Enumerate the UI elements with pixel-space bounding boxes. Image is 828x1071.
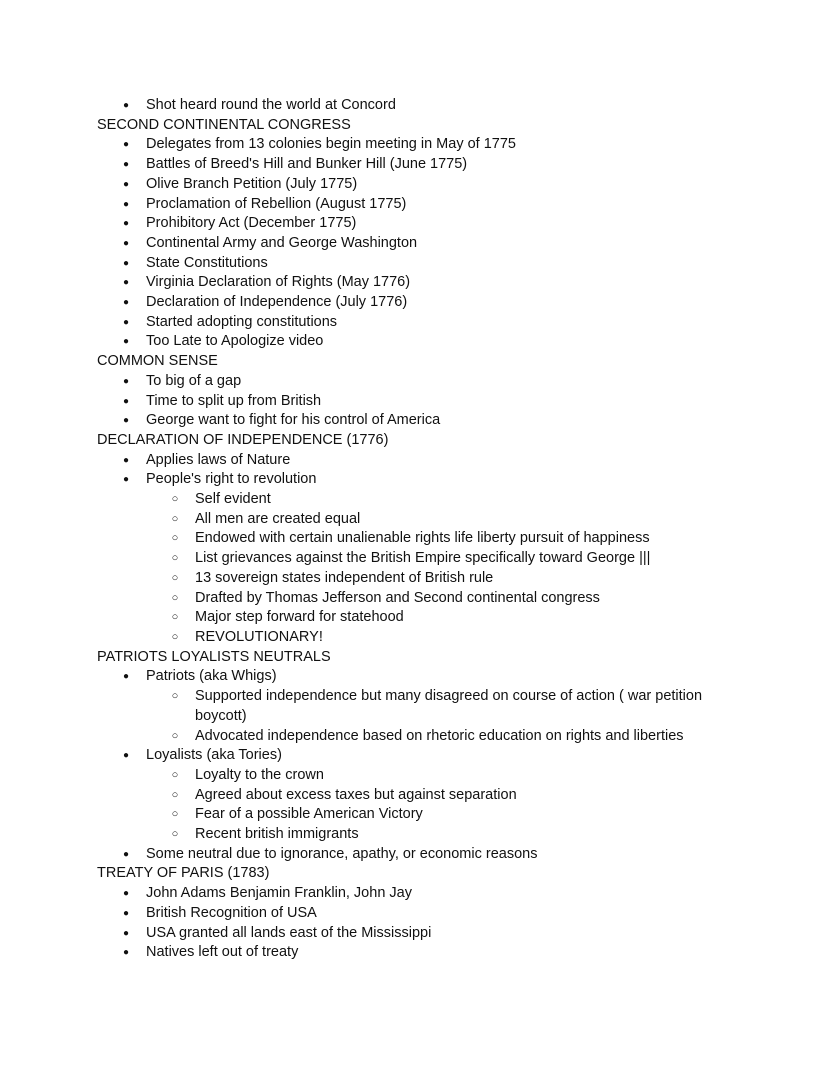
sub-list-item-text: REVOLUTIONARY! [195,628,323,645]
sub-list-item-text: Supported independence but many disagreed on course of action ( war petition boycott) [195,688,703,724]
sub-list-item [97,569,737,589]
list-item-text: Loyalists (aka Tories) [146,747,282,764]
list-item [97,372,737,392]
list-item-text: Continental Army and George Washington [146,234,418,251]
bullet-list [97,451,737,648]
list-item [97,924,737,944]
bullet-icon: ● [122,218,130,230]
bullet-icon: ● [122,927,130,939]
hollow-bullet-icon: ○ [171,532,179,545]
bullet-icon: ● [122,297,130,309]
sub-list-item-text: Endowed with certain unalienable rights life liberty pursuit of happiness [195,530,650,547]
list-item [97,234,737,254]
sub-list-item-text: Drafted by Thomas Jefferson and Second continental congress [195,589,600,606]
sub-list-item [97,628,737,648]
sub-list-item [97,727,737,747]
list-item [97,293,737,313]
hollow-bullet-icon: ○ [171,552,179,565]
hollow-bullet-icon: ○ [171,808,179,821]
sub-list-item [97,529,737,549]
section-heading: DECLARATION OF INDEPENDENCE (1776) [97,431,389,448]
list-item [97,667,737,687]
sub-list-item-text: Advocated independence based on rhetoric education on rights and liberties [195,727,684,744]
sub-list-item-text: Self evident [195,491,271,508]
bullet-icon: ● [122,395,130,407]
list-item [97,313,737,333]
list-item-text: Applies laws of Nature [146,451,291,468]
document-body [97,96,737,963]
hollow-bullet-icon: ○ [171,611,179,624]
list-item [97,904,737,924]
sub-list-item [97,805,737,825]
sub-list-item [97,687,737,726]
list-item [97,273,737,293]
section-heading: TREATY OF PARIS (1783) [97,865,270,882]
list-item-text: John Adams Benjamin Franklin, John Jay [146,885,412,902]
list-item-text: Started adopting constitutions [146,313,338,330]
sub-list-item [97,786,737,806]
sub-list-item [97,490,737,510]
bullet-icon: ● [122,671,130,683]
bullet-icon: ● [122,454,130,466]
list-item-text: Declaration of Independence (July 1776) [146,294,408,311]
bullet-icon: ● [122,100,130,111]
sub-list-item [97,510,737,530]
intro-list [97,96,737,116]
bullet-list [97,135,737,352]
list-item [97,884,737,904]
list-item [97,254,737,274]
list-item-text: Olive Branch Petition (July 1775) [146,175,358,192]
list-item [97,332,737,352]
list-item-text: USA granted all lands east of the Mississippi [146,924,432,941]
list-item [97,451,737,471]
list-item [97,195,737,215]
section-heading: COMMON SENSE [97,353,218,370]
sub-list-item-text: All men are created equal [195,510,361,527]
sub-list-item-text: Recent british immigrants [195,826,359,843]
hollow-bullet-icon: ○ [171,493,179,506]
list-item [97,155,737,175]
list-item-text: Natives left out of treaty [146,944,299,961]
list-item [97,96,737,116]
list-item-text: Shot heard round the world at Concord [146,97,396,113]
sub-list-item [97,766,737,786]
outline-section [97,352,737,431]
list-item-text: To big of a gap [146,372,242,389]
list-item-text: Some neutral due to ignorance, apathy, or economic reasons [146,845,538,862]
bullet-icon: ● [122,750,130,762]
hollow-bullet-icon: ○ [171,729,179,742]
sections-container [97,116,737,963]
hollow-bullet-icon: ○ [171,630,179,643]
bullet-icon: ● [122,277,130,289]
sub-list-item-text: List grievances against the British Empire specifically toward George ||| [195,550,651,567]
sub-list-item-text: Agreed about excess taxes but against separation [195,786,517,803]
list-item-text: Delegates from 13 colonies begin meeting in May of 1775 [146,136,516,153]
bullet-icon: ● [122,415,130,427]
sub-list-item [97,549,737,569]
list-item-text: Too Late to Apologize video [146,333,324,350]
sub-list-item-text: Loyalty to the crown [195,766,324,783]
section-heading: SECOND CONTINENTAL CONGRESS [97,116,351,133]
sub-list-item-text: Major step forward for statehood [195,609,404,626]
sub-list-item-text: 13 sovereign states independent of British rule [195,569,494,586]
list-item-text: Prohibitory Act (December 1775) [146,215,357,232]
hollow-bullet-icon: ○ [171,512,179,525]
list-item-text: Proclamation of Rebellion (August 1775) [146,195,407,212]
bullet-icon: ● [122,474,130,486]
bullet-list [97,884,737,963]
bullet-icon: ● [122,237,130,249]
list-item-text: Patriots (aka Whigs) [146,668,277,685]
list-item [97,175,737,195]
outline-section [97,116,737,352]
outline-section [97,431,737,648]
hollow-bullet-icon: ○ [171,768,179,781]
bullet-icon: ● [122,848,130,860]
hollow-bullet-icon: ○ [171,788,179,801]
list-item-text: George want to fight for his control of America [146,412,441,429]
list-item [97,411,737,431]
sub-list-item [97,608,737,628]
bullet-icon: ● [122,888,130,900]
list-item [97,135,737,155]
bullet-list [97,372,737,431]
list-item-text: Time to split up from British [146,392,322,409]
list-item [97,845,737,865]
hollow-bullet-icon: ○ [171,828,179,841]
list-item-text: Battles of Breed's Hill and Bunker Hill (June 1775) [146,156,468,173]
bullet-icon: ● [122,139,130,151]
bullet-icon: ● [122,907,130,919]
hollow-bullet-icon: ○ [171,591,179,604]
list-item [97,943,737,963]
list-item-text: British Recognition of USA [146,904,317,921]
list-item [97,392,737,412]
hollow-bullet-icon: ○ [171,571,179,584]
section-heading: PATRIOTS LOYALISTS NEUTRALS [97,648,331,665]
bullet-icon: ● [122,159,130,171]
list-item [97,214,737,234]
sub-list-item [97,825,737,845]
hollow-bullet-icon: ○ [171,690,179,703]
list-item-text: People's right to revolution [146,471,317,488]
outline-section [97,864,737,963]
bullet-icon: ● [122,198,130,210]
list-item-text: State Constitutions [146,254,268,271]
bullet-icon: ● [122,257,130,269]
bullet-list [97,667,737,864]
bullet-icon: ● [122,316,130,328]
sub-list-item [97,589,737,609]
bullet-icon: ● [122,336,130,348]
sub-list-item-text: Fear of a possible American Victory [195,806,423,823]
list-item [97,746,737,766]
bullet-icon: ● [122,375,130,387]
bullet-icon: ● [122,178,130,190]
list-item [97,470,737,490]
list-item-text: Virginia Declaration of Rights (May 1776) [146,274,411,291]
outline-section [97,648,737,865]
bullet-icon: ● [122,947,130,959]
